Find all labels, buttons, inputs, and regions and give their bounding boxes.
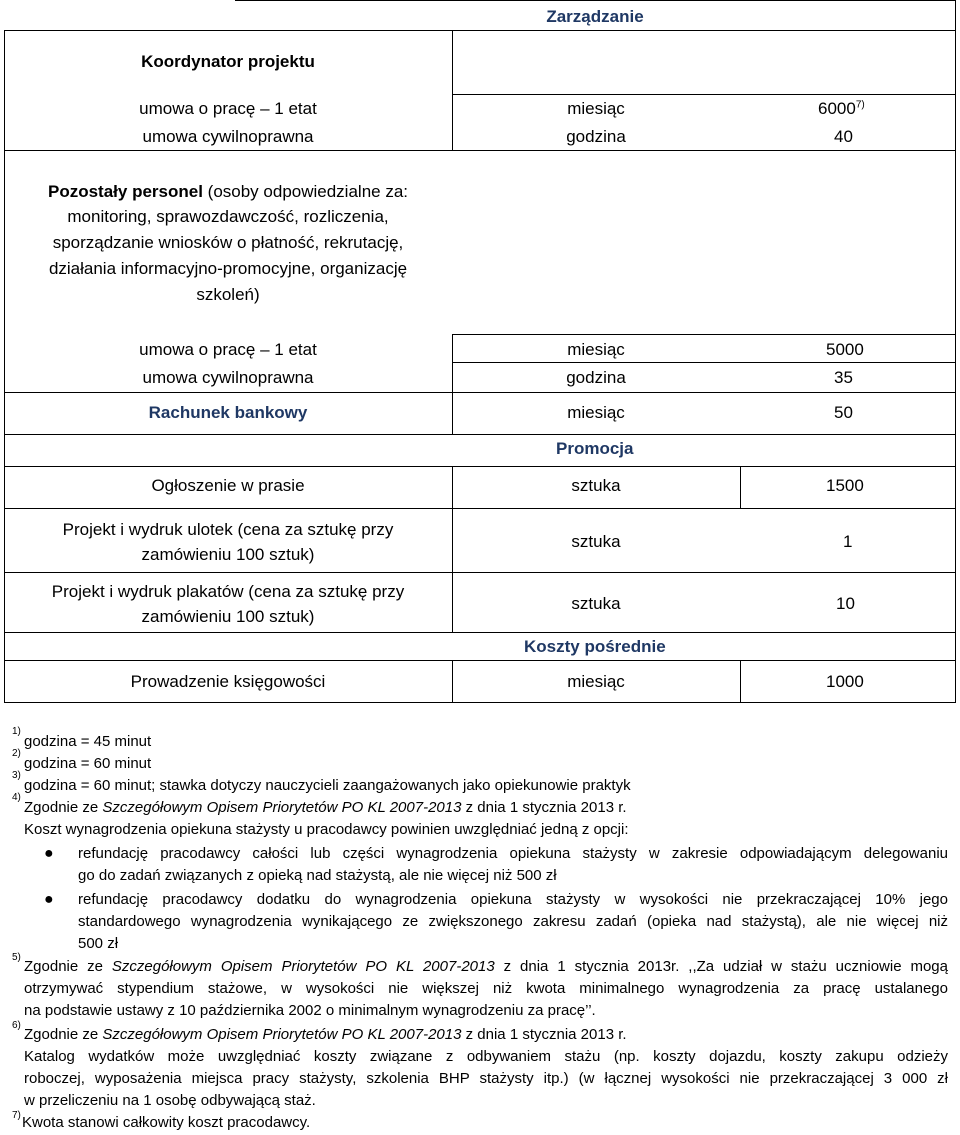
footnote-3-mark: 3) bbox=[12, 770, 21, 781]
section-koszty: Koszty pośrednie bbox=[524, 637, 666, 656]
fn6-italic: Szczegółowym Opisem Priorytetów PO KL 2007-2013 bbox=[102, 1026, 462, 1043]
footnote-7-mark: 7) bbox=[12, 1110, 21, 1121]
footnote-5-mark: 5) bbox=[12, 952, 21, 963]
table-border-top bbox=[235, 0, 956, 1]
fn6-pre: Zgodnie ze bbox=[24, 1026, 103, 1043]
footnote-4-text bbox=[24, 797, 627, 819]
promocja-row-1-unit: sztuka bbox=[571, 476, 621, 495]
footnote-4-bullet-1-line-1: refundację pracodawcy całości lub części wynagrodzenia opiekuna stażysty w zakresie odpowiadającym delegowaniu bbox=[78, 845, 948, 862]
rule bbox=[452, 362, 956, 363]
personel-row-1-value: 5000 bbox=[826, 340, 864, 359]
personel-line-4: szkoleń) bbox=[196, 285, 260, 304]
rule bbox=[4, 632, 956, 633]
personel-row-1-unit: miesiąc bbox=[567, 340, 625, 359]
koordynator-row-1-value bbox=[818, 99, 865, 119]
footnote-4-intro: Koszt wynagrodzenia opiekuna stażysty u pracodawcy powinien uwzględniać jedną z opcji: bbox=[24, 821, 629, 838]
footnote-6-line-4: w przeliczeniu na 1 osobę odbywającą staż. bbox=[24, 1092, 316, 1109]
fn6-post: z dnia 1 stycznia 2013 r. bbox=[461, 1026, 627, 1043]
koszty-row-unit: miesiąc bbox=[567, 672, 625, 691]
footnote-1-text: godzina = 45 minut bbox=[24, 733, 152, 750]
fn5-italic: Szczegółowym Opisem Priorytetów PO KL 2007-2013 bbox=[111, 958, 495, 975]
rule bbox=[4, 660, 956, 661]
personel-row-1-label: umowa o pracę – 1 etat bbox=[139, 340, 317, 359]
footnote-4-bullet-1-line-2: go do zadań związanych z opieką nad stażystą, ale nie więcej niż 500 zł bbox=[78, 867, 557, 884]
bullet-icon: ● bbox=[44, 845, 54, 862]
footnote-2-text: godzina = 60 minut bbox=[24, 755, 152, 772]
personel-row-2-value: 35 bbox=[834, 368, 853, 387]
footnote-5-line-1 bbox=[24, 956, 948, 978]
footnote-4-bullet-2-line-1: refundację pracodawcy dodatku do wynagrodzenia opiekuna stażysty w wysokości nie przekraczającej 10% jego bbox=[78, 891, 948, 908]
rule bbox=[4, 572, 956, 573]
promocja-row-2-label-2: zamówieniu 100 sztuk) bbox=[141, 545, 315, 564]
personel-title-bold: Pozostały personel bbox=[47, 182, 203, 201]
rule bbox=[4, 466, 956, 467]
fn5-post: z dnia 1 stycznia 2013r. ,,Za udział w stażu uczniowie mogą bbox=[494, 958, 948, 975]
rule bbox=[4, 434, 956, 435]
footnote-6-line-2: Katalog wydatków może uwzględniać koszty związane z odbywaniem stażu (np. koszty dojazdu, koszty zakupu odzieży bbox=[24, 1048, 948, 1065]
promocja-row-2-value: 1 bbox=[843, 532, 853, 551]
personel-row-2-label: umowa cywilnoprawna bbox=[142, 368, 314, 387]
footnote-4-bullet-2-line-3: 500 zł bbox=[78, 935, 119, 952]
footnote-4-bullet-2-line-2: standardowego wynagrodzenia wynikającego ze zwiększonego zakresu zadań (opieka nad stażystą), ale nie więcej niż bbox=[78, 913, 948, 930]
promocja-row-3-label-1: Projekt i wydruk plakatów (cena za sztukę przy bbox=[51, 582, 405, 601]
promocja-row-1-value: 1500 bbox=[826, 476, 864, 495]
bullet-icon: ● bbox=[44, 891, 54, 908]
footnote-1-mark: 1) bbox=[12, 726, 21, 737]
footnote-3-text: godzina = 60 minut; stawka dotyczy nauczycieli zaangażowanych jako opiekunowie praktyk bbox=[24, 777, 631, 794]
rachunek-value: 50 bbox=[834, 403, 853, 422]
fn4-post: z dnia 1 stycznia 2013 r. bbox=[461, 799, 627, 816]
koordynator-title: Koordynator projektu bbox=[141, 52, 315, 71]
promocja-row-3-unit: sztuka bbox=[571, 594, 621, 613]
rachunek-label: Rachunek bankowy bbox=[148, 403, 308, 422]
koszty-row-value: 1000 bbox=[826, 672, 864, 691]
rule bbox=[740, 660, 741, 702]
section-zarzadzanie: Zarządzanie bbox=[546, 7, 644, 26]
koordynator-row-1-unit: miesiąc bbox=[567, 99, 625, 118]
section-promocja: Promocja bbox=[556, 439, 634, 458]
koordynator-row-2-unit: godzina bbox=[566, 127, 626, 146]
table-border-right bbox=[955, 0, 956, 702]
rule bbox=[452, 334, 956, 335]
fn5-pre: Zgodnie ze bbox=[24, 958, 112, 975]
personel-row-2-unit: godzina bbox=[566, 368, 626, 387]
personel-line-3: działania informacyjno-promocyjne, organizację bbox=[48, 259, 408, 278]
rule bbox=[740, 466, 741, 508]
rule bbox=[4, 150, 956, 151]
footnote-5-line-3: na podstawie ustawy z 10 października 2002 o minimalnym wynagrodzeniu za pracę’’. bbox=[24, 1002, 596, 1019]
footnote-5-line-2: otrzymywać stypendium stażowe, w wysokości nie większej niż kwota minimalnego wynagrodzenia za pracę ustalanego bbox=[24, 980, 948, 997]
rule bbox=[4, 30, 956, 31]
koordynator-row-2-label: umowa cywilnoprawna bbox=[142, 127, 314, 146]
promocja-row-1-label: Ogłoszenie w prasie bbox=[151, 476, 305, 495]
footnote-6-line-3: roboczej, wyposażenia miejsca pracy stażysty, szkolenia BHP stażysty itp.) (w łącznej wysokości nie przekraczającej 3 000 zł bbox=[24, 1070, 948, 1087]
footnote-ref: 7) bbox=[855, 99, 865, 111]
personel-line-1: monitoring, sprawozdawczość, rozliczenia, bbox=[67, 207, 389, 226]
footnote-6-line-1 bbox=[24, 1024, 627, 1046]
value-text: 6000 bbox=[818, 99, 856, 118]
rule bbox=[452, 94, 956, 95]
table-border-bottom bbox=[4, 702, 956, 703]
rule bbox=[4, 508, 956, 509]
rule bbox=[4, 392, 956, 393]
personel-line-2: sporządzanie wniosków o płatność, rekrutację, bbox=[52, 233, 404, 252]
personel-title bbox=[4, 182, 452, 202]
footnote-2-mark: 2) bbox=[12, 748, 21, 759]
promocja-row-2-unit: sztuka bbox=[571, 532, 621, 551]
promocja-row-3-value: 10 bbox=[836, 594, 855, 613]
fn4-italic: Szczegółowym Opisem Priorytetów PO KL 2007-2013 bbox=[102, 799, 462, 816]
rachunek-unit: miesiąc bbox=[567, 403, 625, 422]
promocja-row-2-label-1: Projekt i wydruk ulotek (cena za sztukę przy bbox=[62, 520, 394, 539]
footnote-6-mark: 6) bbox=[12, 1020, 21, 1031]
fn4-pre: Zgodnie ze bbox=[24, 799, 103, 816]
promocja-row-3-label-2: zamówieniu 100 sztuk) bbox=[141, 607, 315, 626]
koordynator-row-1-label: umowa o pracę – 1 etat bbox=[139, 99, 317, 118]
footnote-7-text: Kwota stanowi całkowity koszt pracodawcy. bbox=[22, 1114, 311, 1131]
footnote-4-mark: 4) bbox=[12, 792, 21, 803]
koordynator-row-2-value: 40 bbox=[834, 127, 853, 146]
koszty-row-label: Prowadzenie księgowości bbox=[130, 672, 326, 691]
personel-title-rest: (osoby odpowiedzialne za: bbox=[207, 182, 409, 201]
